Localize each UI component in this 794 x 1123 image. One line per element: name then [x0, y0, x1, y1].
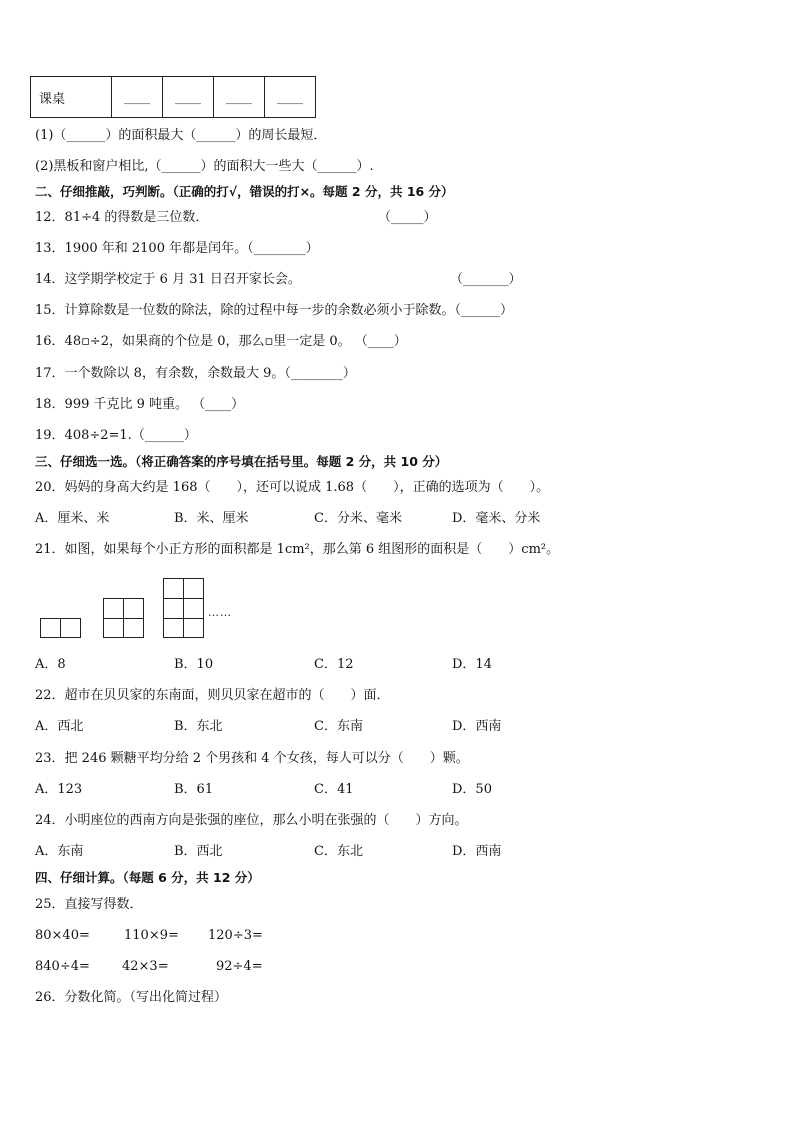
option-c[interactable]: C．东北 — [314, 844, 363, 859]
question-25: 25．直接写得数． — [35, 897, 143, 912]
calc-item: 110×9= — [124, 928, 179, 943]
option-a[interactable]: A．123 — [35, 782, 83, 797]
option-a[interactable]: A．8 — [35, 657, 66, 672]
question-17: 17．一个数除以 8，有余数，余数最大 9。（________） — [35, 366, 356, 381]
calc-item: 92÷4= — [216, 959, 263, 974]
question-15: 15．计算除数是一位数的除法，除的过程中每一步的余数必须小于除数。（______） — [35, 303, 514, 318]
calc-item: 42×3= — [122, 959, 169, 974]
table-row-label: 课桌 — [31, 77, 112, 118]
question-13: 13．1900 年和 2100 年都是闰年。（________） — [35, 241, 319, 256]
option-c[interactable]: C．12 — [314, 657, 354, 672]
table-blank[interactable]: ____ — [163, 77, 214, 118]
question-19: 19．408÷2=1.（______） — [35, 428, 197, 443]
question-21: 21．如图，如果每个小正方形的面积都是 1cm²，那么第 6 组图形的面积是（ ）cm²。 — [35, 542, 560, 557]
table-blank[interactable]: ____ — [214, 77, 265, 118]
question-24: 24．小明座位的西南方向是张强的座位，那么小明在张强的（ ）方向。 — [35, 813, 468, 828]
option-b[interactable]: B．西北 — [174, 844, 223, 859]
option-a[interactable]: A．西北 — [35, 719, 84, 734]
option-d[interactable]: D．毫米、分米 — [452, 511, 541, 526]
section-2-title: 二、仔细推敲，巧判断。（正确的打√，错误的打×。每题 2 分，共 16 分） — [35, 184, 454, 199]
question-16: 16．48▫÷2，如果商的个位是 0，那么▫里一定是 0。 （____） — [35, 334, 407, 349]
continuation-dots: …… — [208, 606, 232, 619]
question-12: 12．81÷4 的得数是三位数． — [35, 210, 209, 225]
question-14: 14．这学期学校定于 6 月 31 日召开家长会。 — [35, 272, 301, 287]
question-1: (1)（______）的面积最大（______）的周长最短． — [35, 128, 327, 143]
option-b[interactable]: B．61 — [174, 782, 214, 797]
answer-blank-14[interactable]: （_______） — [450, 272, 522, 287]
question-26: 26．分数化简。（写出化简过程） — [35, 990, 228, 1005]
calc-item: 80×40= — [35, 928, 90, 943]
section-4-title: 四、仔细计算。（每题 6 分，共 12 分） — [35, 870, 260, 885]
section-3-title: 三、仔细选一选。（将正确答案的序号填在括号里。每题 2 分，共 10 分） — [35, 454, 448, 469]
option-a[interactable]: A．东南 — [35, 844, 84, 859]
option-a[interactable]: A．厘米、米 — [35, 511, 110, 526]
option-d[interactable]: D．西南 — [452, 844, 502, 859]
calc-item: 120÷3= — [208, 928, 263, 943]
question-22: 22．超市在贝贝家的东南面，则贝贝家在超市的（ ）面． — [35, 688, 390, 703]
option-b[interactable]: B．米、厘米 — [174, 511, 249, 526]
option-b[interactable]: B．东北 — [174, 719, 223, 734]
option-d[interactable]: D．西南 — [452, 719, 502, 734]
table-blank[interactable]: ____ — [265, 77, 316, 118]
question-20: 20．妈妈的身高大约是 168（ ），还可以说成 1.68（ ），正确的选项为（ ）。 — [35, 480, 550, 495]
option-d[interactable]: D．50 — [452, 782, 492, 797]
option-c[interactable]: C．41 — [314, 782, 354, 797]
option-d[interactable]: D．14 — [452, 657, 492, 672]
question-23: 23．把 246 颗糖平均分给 2 个男孩和 4 个女孩，每人可以分（ ）颗。 — [35, 751, 469, 766]
option-c[interactable]: C．分米、毫米 — [314, 511, 402, 526]
answer-blank-12[interactable]: （_____） — [378, 210, 437, 225]
question-2: (2)黑板和窗户相比,（______）的面积大一些大（______）. — [35, 159, 374, 174]
table-blank[interactable]: ____ — [112, 77, 163, 118]
option-c[interactable]: C．东南 — [314, 719, 363, 734]
option-b[interactable]: B．10 — [174, 657, 214, 672]
calc-item: 840÷4= — [35, 959, 90, 974]
area-table — [30, 76, 316, 118]
question-18: 18．999 千克比 9 吨重。 （____） — [35, 397, 245, 412]
